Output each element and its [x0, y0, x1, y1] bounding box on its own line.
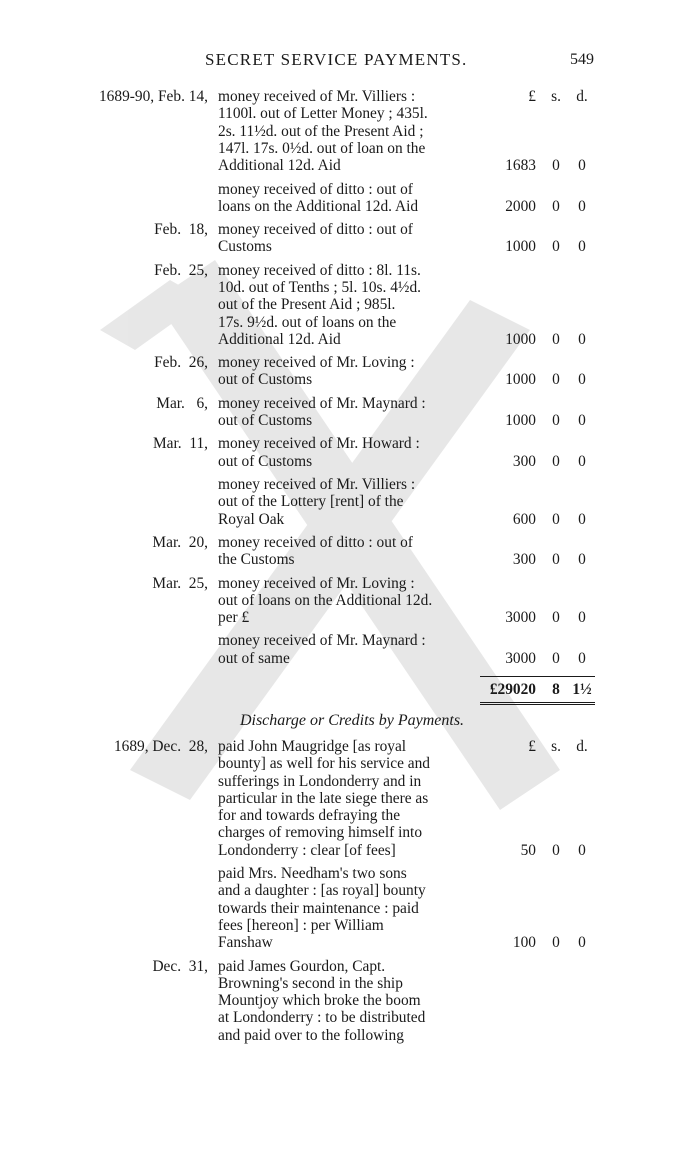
description-line: money received of ditto : out of — [218, 180, 413, 198]
column-heading-l: £ — [528, 738, 536, 755]
description-line: Londonderry : clear [of fees] — [218, 841, 396, 859]
amount-l: 100 — [512, 934, 536, 952]
amount-s: 0 — [552, 371, 560, 389]
amount-d: 0 — [578, 452, 586, 470]
amount-l: 1683 — [505, 157, 536, 175]
entry-description — [218, 534, 476, 569]
description-line: Browning's second in the ship — [218, 974, 403, 992]
ledger-entry — [0, 476, 674, 528]
entry-date: 1689-90, Feb. 14, — [98, 88, 208, 105]
ledger-entry — [0, 262, 674, 349]
entry-date: Feb. 26, — [154, 354, 208, 372]
description-line: 147l. 17s. 0½d. out of loan on the — [218, 139, 426, 157]
description-line: money received of Mr. Maynard : — [218, 394, 426, 412]
entry-description — [218, 865, 476, 951]
description-line: money received of Mr. Howard : — [218, 435, 420, 453]
amount-l: 3000 — [505, 609, 536, 627]
entry-description — [218, 738, 476, 859]
description-line: Customs — [218, 238, 272, 256]
amount-d: 0 — [578, 510, 586, 528]
amount-l: 1000 — [505, 371, 536, 389]
description-line: out of Customs — [218, 412, 313, 430]
ledger-entry — [0, 575, 674, 627]
entry-date: Mar. 11, — [152, 435, 208, 453]
description-line: fees [hereon] : per William — [218, 916, 384, 934]
entry-description — [218, 181, 476, 216]
description-line: and paid over to the following — [218, 1026, 404, 1044]
total-amount-l: £29020 — [489, 681, 536, 698]
amount-s: 0 — [552, 197, 560, 215]
description-line: money received of ditto : out of — [218, 221, 413, 239]
entry-description — [218, 354, 476, 389]
column-heading-s: s. — [551, 738, 561, 755]
entry-description — [218, 221, 476, 256]
amount-d: 0 — [578, 609, 586, 627]
description-line: paid Mrs. Needham's two sons — [218, 865, 407, 883]
description-line: Mountjoy which broke the boom — [218, 992, 421, 1010]
amount-l: 50 — [520, 841, 536, 859]
amount-s: 0 — [552, 452, 560, 470]
description-line: out of the Present Aid ; 985l. — [218, 296, 396, 314]
description-line: and a daughter : [as royal] bounty — [218, 882, 426, 900]
description-line: Additional 12d. Aid — [218, 157, 341, 175]
entry-description — [218, 395, 476, 430]
column-heading-d: d. — [576, 88, 588, 105]
description-line: Additional 12d. Aid — [218, 330, 341, 348]
entry-description — [218, 476, 476, 528]
amount-l: 1000 — [505, 238, 536, 256]
description-line: towards their maintenance : paid — [218, 899, 419, 917]
description-line: paid James Gourdon, Capt. — [218, 957, 386, 975]
entry-date: Feb. 25, — [154, 261, 208, 279]
description-line: sufferings in Londonderry and in — [218, 772, 422, 790]
ledger-entry — [0, 221, 674, 256]
entry-description — [218, 435, 476, 470]
ledger-entry — [0, 435, 674, 470]
amount-d: 0 — [578, 934, 586, 952]
amount-s: 0 — [552, 649, 560, 667]
entry-date: Mar. 25, — [152, 574, 208, 592]
ledger-entry — [0, 534, 674, 569]
amount-l: 1000 — [505, 412, 536, 430]
amount-d: 0 — [578, 412, 586, 430]
description-line: bounty] as well for his service and — [218, 755, 430, 773]
amount-s: 0 — [552, 551, 560, 569]
amount-l: 600 — [512, 510, 536, 528]
section-heading: Discharge or Credits by Payments. — [239, 712, 465, 729]
running-header: SECRET SERVICE PAYMENTS. — [205, 50, 468, 69]
description-line: money received of ditto : out of — [218, 533, 413, 551]
column-heading-l: £ — [528, 88, 536, 105]
entry-description — [218, 262, 476, 348]
description-line: out of same — [218, 649, 290, 667]
ledger-entry — [0, 865, 674, 952]
total-amount-s: 8 — [552, 681, 560, 698]
description-line: the Customs — [218, 551, 295, 569]
amount-l: 300 — [512, 452, 536, 470]
total-rule-top — [480, 676, 595, 677]
ledger-entry — [0, 958, 674, 1045]
ledger-entry — [0, 354, 674, 389]
amount-d: 0 — [578, 197, 586, 215]
column-heading-s: s. — [551, 88, 561, 105]
ledger-entry — [0, 88, 674, 175]
entry-date: 1689, Dec. 28, — [113, 738, 208, 755]
description-line: out of the Lottery [rent] of the — [218, 493, 404, 511]
amount-l: 1000 — [505, 330, 536, 348]
ledger-entry — [0, 181, 674, 216]
entry-date: Mar. 6, — [156, 394, 208, 412]
description-line: 17s. 9½d. out of loans on the — [218, 313, 397, 331]
entry-date: Feb. 18, — [154, 221, 208, 239]
amount-s: 0 — [552, 412, 560, 430]
amount-s: 0 — [552, 157, 560, 175]
amount-l: 3000 — [505, 649, 536, 667]
description-line: particular in the late siege there as — [218, 789, 429, 807]
amount-s: 0 — [552, 510, 560, 528]
description-line: paid John Maugridge [as royal — [218, 738, 407, 755]
description-line: charges of removing himself into — [218, 824, 423, 842]
amount-l: 2000 — [505, 197, 536, 215]
description-line: money received of Mr. Villiers : — [218, 476, 416, 493]
entry-description — [218, 632, 476, 667]
description-line: out of Customs — [218, 452, 313, 470]
total-amount-d: 1½ — [572, 681, 592, 698]
description-line: money received of Mr. Loving : — [218, 354, 415, 372]
amount-s: 0 — [552, 841, 560, 859]
entry-description — [218, 958, 476, 1044]
description-line: loans on the Additional 12d. Aid — [218, 197, 419, 215]
amount-d: 0 — [578, 238, 586, 256]
amount-d: 0 — [578, 841, 586, 859]
description-line: Royal Oak — [218, 510, 285, 528]
amount-l: 300 — [512, 551, 536, 569]
entry-description — [218, 88, 476, 174]
description-line: at Londonderry : to be distributed — [218, 1009, 426, 1027]
total-rule-bottom — [480, 702, 595, 705]
amount-s: 0 — [552, 609, 560, 627]
amount-d: 0 — [578, 330, 586, 348]
amount-s: 0 — [552, 330, 560, 348]
entry-date: Dec. 31, — [152, 957, 208, 975]
page-number: 549 — [570, 51, 594, 68]
ledger-entry — [0, 738, 674, 859]
amount-d: 0 — [578, 157, 586, 175]
description-line: out of Customs — [218, 371, 313, 389]
entry-description — [218, 575, 476, 627]
description-line: 2s. 11½d. out of the Present Aid ; — [218, 122, 424, 140]
amount-s: 0 — [552, 934, 560, 952]
description-line: money received of Mr. Villiers : — [218, 88, 416, 105]
amount-d: 0 — [578, 649, 586, 667]
description-line: per £ — [218, 609, 250, 627]
description-line: 1100l. out of Letter Money ; 435l. — [218, 105, 428, 123]
entry-date: Mar. 20, — [152, 533, 208, 551]
description-line: money received of Mr. Maynard : — [218, 632, 426, 650]
description-line: money received of Mr. Loving : — [218, 574, 415, 592]
description-line: out of loans on the Additional 12d. — [218, 591, 433, 609]
description-line: Fanshaw — [218, 934, 273, 952]
description-line: for and towards defraying the — [218, 807, 401, 825]
column-heading-d: d. — [576, 738, 588, 755]
description-line: money received of ditto : 8l. 11s. — [218, 261, 421, 279]
ledger-entry — [0, 632, 674, 667]
amount-d: 0 — [578, 551, 586, 569]
ledger-entry — [0, 395, 674, 430]
amount-s: 0 — [552, 238, 560, 256]
amount-d: 0 — [578, 371, 586, 389]
description-line: 10d. out of Tenths ; 5l. 10s. 4½d. — [218, 278, 421, 296]
